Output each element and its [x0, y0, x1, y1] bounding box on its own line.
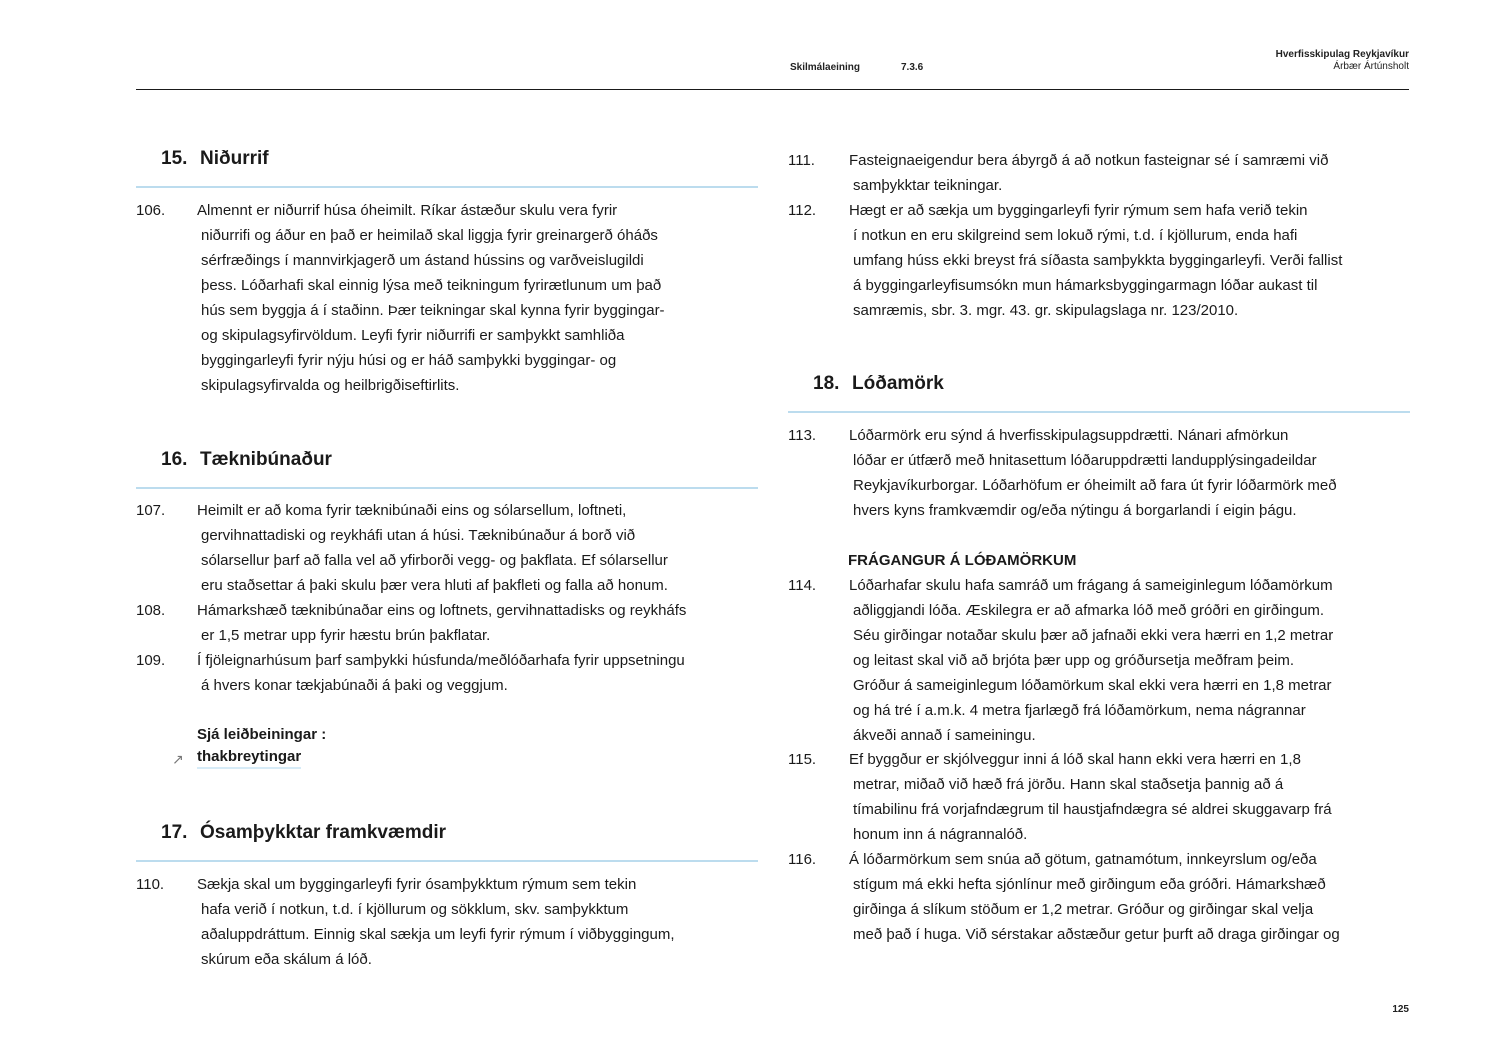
header-divider	[136, 89, 1409, 90]
paragraph-line: Gróður á sameiginlegum lóðamörkum skal ekki vera hærri en 1,8 metrar	[853, 677, 1332, 694]
paragraph-line: er 1,5 metrar upp fyrir hæstu brún þakflatar.	[201, 627, 491, 644]
paragraph-number: 110.	[136, 876, 165, 893]
section-title: Niðurrif	[200, 148, 269, 169]
section-divider	[136, 860, 758, 862]
paragraph-number: 116.	[788, 851, 817, 868]
paragraph-line: honum inn á nágrannalóð.	[853, 826, 1028, 843]
paragraph-line: Ef byggður er skjólveggur inni á lóð skal hann ekki vera hærri en 1,8	[849, 751, 1301, 768]
paragraph-line: stígum má ekki hefta sjónlínur með girðingum eða gróðri. Hámarkshæð	[853, 876, 1326, 893]
section-divider	[136, 487, 758, 489]
paragraph-line: aðaluppdráttum. Einnig skal sækja um leyfi fyrir rýmum í viðbyggingum,	[201, 926, 675, 943]
section-number: 17.	[161, 822, 188, 843]
paragraph-line: með það í huga. Við sérstakar aðstæður getur þurft að draga girðingar og	[853, 926, 1340, 943]
section-number: 16.	[161, 449, 188, 470]
paragraph-line: hús sem byggja á í staðinn. Þær teikningar skal kynna fyrir byggingar-	[201, 302, 665, 319]
paragraph-number: 106.	[136, 202, 166, 219]
section-title: Ósamþykktar framkvæmdir	[200, 822, 447, 843]
paragraph-line: Reykjavíkurborgar. Lóðarhöfum er óheimilt að fara út fyrir lóðarmörk með	[853, 477, 1337, 494]
paragraph-line: metrar, miðað við hæð frá jörðu. Hann skal staðsetja þannig að á	[853, 776, 1284, 793]
external-link-arrow-icon: ↗	[172, 751, 184, 767]
paragraph-number: 114.	[788, 577, 817, 594]
header-document-title	[1276, 49, 1409, 73]
paragraph-line: Almennt er niðurrif húsa óheimilt. Ríkar ástæður skulu vera fyrir	[197, 202, 618, 219]
paragraph-line: skúrum eða skálum á lóð.	[201, 951, 372, 968]
paragraph-line: lóðar er útfærð með hnitasettum lóðaruppdrætti landupplýsingadeildar	[853, 452, 1317, 469]
page-number: 125	[1392, 1004, 1409, 1015]
paragraph-line: girðinga á slíkum stöðum er 1,2 metrar. Gróður og girðingar skal velja	[853, 901, 1314, 918]
paragraph-line: Hægt er að sækja um byggingarleyfi fyrir rýmum sem hafa verið tekin	[849, 202, 1308, 219]
paragraph-line: tímabilinu frá vorjafndægrum til haustjafndægra sé aldrei skuggavarp frá	[853, 801, 1332, 818]
header-section-number: 7.3.6	[901, 62, 924, 73]
subheading-lot-boundaries: FRÁGANGUR Á LÓÐAMÖRKUM	[848, 552, 1077, 569]
paragraph-line: skipulagsyfirvalda og heilbrigðiseftirlits.	[201, 377, 460, 394]
section-divider	[788, 411, 1410, 413]
paragraph-line: umfang húss ekki breyst frá síðasta samþykkta byggingarleyfi. Verði fallist	[853, 252, 1343, 269]
document-title: Hverfisskipulag Reykjavíkur	[1275, 49, 1409, 60]
paragraph-number: 107.	[136, 502, 166, 519]
paragraph-line: á hvers konar tækjabúnaði á þaki og veggjum.	[201, 677, 508, 694]
paragraph-line: Á lóðarmörkum sem snúa að götum, gatnamótum, innkeyrslum og/eða	[849, 851, 1317, 868]
paragraph-line: byggingarleyfi fyrir nýju húsi og er háð samþykki byggingar- og	[201, 352, 617, 369]
paragraph-line: gervihnattadiski og reykháfi utan á húsi. Tæknibúnaður á borð við	[201, 527, 636, 544]
document-subtitle: Árbær Ártúnsholt	[1333, 61, 1409, 72]
paragraph-line: Séu girðingar notaðar skulu þær að jafnaði ekki vera hærri en 1,2 metrar	[853, 627, 1334, 644]
paragraph-number: 108.	[136, 602, 166, 619]
header-section-label: Skilmálaeining	[790, 62, 861, 73]
paragraph-line: sérfræðings í mannvirkjagerð um ástand hússins og varðveislugildi	[201, 252, 644, 269]
section-title: Tæknibúnaður	[200, 449, 332, 470]
paragraph-line: Hámarkshæð tæknibúnaðar eins og loftnets, gervihnattadisks og reykháfs	[197, 602, 687, 619]
paragraph-line: aðliggjandi lóða. Æskilegra er að afmarka lóð með gróðri en girðingum.	[853, 602, 1325, 619]
paragraph-number: 111.	[788, 152, 815, 169]
section-number: 15.	[161, 148, 188, 169]
paragraph-line: Lóðarmörk eru sýnd á hverfisskipulagsuppdrætti. Nánari afmörkun	[849, 427, 1289, 444]
paragraph-number: 109.	[136, 652, 166, 669]
paragraph-line: og skipulagsyfirvöldum. Leyfi fyrir niðurrifi er samþykkt samhliða	[201, 327, 625, 344]
guidance-label: Sjá leiðbeiningar :	[197, 726, 327, 743]
section-title: Lóðamörk	[852, 373, 944, 394]
section-number: 18.	[813, 373, 840, 394]
paragraph-line: eru staðsettar á þaki skulu þær vera hluti af þakfleti og falla að honum.	[201, 577, 668, 594]
paragraph-line: og leitast skal við að brjóta þær upp og gróðursetja meðfram þeim.	[853, 652, 1295, 669]
paragraph-line: samþykktar teikningar.	[853, 177, 1003, 194]
guidance-link[interactable]: thakbreytingar	[197, 747, 301, 769]
section-divider	[136, 186, 758, 188]
paragraph-line: hafa verið í notkun, t.d. í kjöllurum og sökklum, skv. samþykktum	[201, 901, 629, 918]
paragraph-line: ákveði annað í sameiningu.	[853, 727, 1036, 744]
paragraph-line: þess. Lóðarhafi skal einnig lýsa með teikningum fyrirætlunum um það	[201, 277, 662, 294]
paragraph-number: 112.	[788, 202, 817, 219]
paragraph-line: í notkun en eru skilgreind sem lokuð rými, t.d. í kjöllurum, enda hafi	[853, 227, 1298, 244]
paragraph-line: Í fjöleignarhúsum þarf samþykki húsfunda/meðlóðarhafa fyrir uppsetningu	[197, 652, 685, 669]
paragraph-number: 113.	[788, 427, 817, 444]
paragraph-line: á byggingarleyfisumsókn mun hámarksbyggingarmagn lóðar aukast til	[853, 277, 1318, 294]
paragraph-line: Heimilt er að koma fyrir tæknibúnaði eins og sólarsellum, loftneti,	[197, 502, 627, 519]
paragraph-line: og há tré í a.m.k. 4 metra fjarlægð frá lóðamörkum, nema nágrannar	[853, 702, 1306, 719]
paragraph-line: hvers kyns framkvæmdir og/eða nýtingu á borgarlandi í eigin þágu.	[853, 502, 1297, 519]
paragraph-line: Sækja skal um byggingarleyfi fyrir ósamþykktum rýmum sem tekin	[197, 876, 637, 893]
paragraph-line: niðurrifi og áður en það er heimilað skal liggja fyrir greinargerð óháðs	[201, 227, 658, 244]
paragraph-number: 115.	[788, 751, 817, 768]
paragraph-line: sólarsellur þarf að falla vel að yfirborði vegg- og þakflata. Ef sólarsellur	[201, 552, 668, 569]
paragraph-line: Lóðarhafar skulu hafa samráð um frágang á sameiginlegum lóðamörkum	[849, 577, 1333, 594]
paragraph-line: samræmis, sbr. 3. mgr. 43. gr. skipulagslaga nr. 123/2010.	[853, 302, 1239, 319]
paragraph-line: Fasteignaeigendur bera ábyrgð á að notkun fasteignar sé í samræmi við	[849, 152, 1329, 169]
